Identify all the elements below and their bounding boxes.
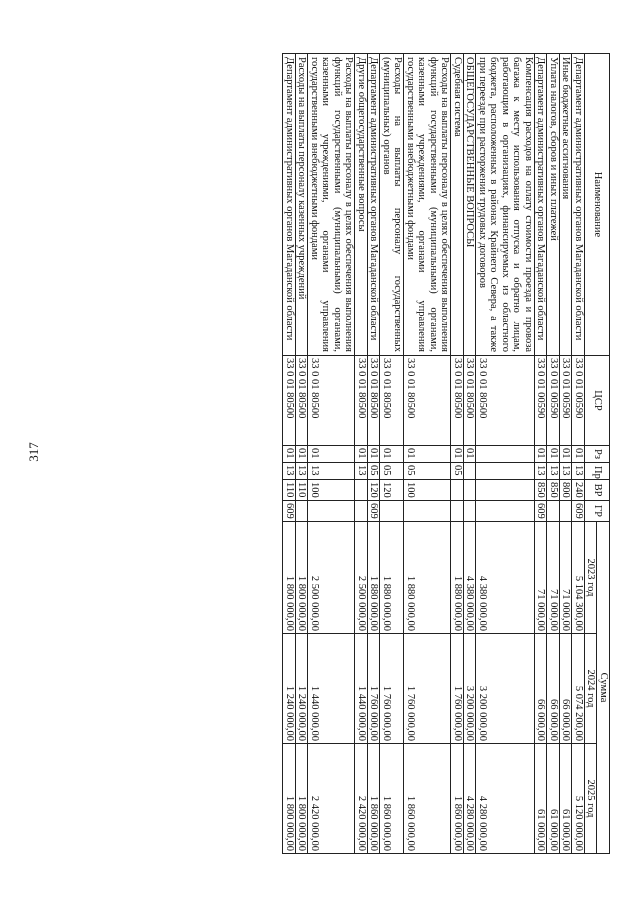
cell-vr: 100 xyxy=(404,480,451,501)
cell-csr: 33 0 01 80500 xyxy=(308,356,355,446)
cell-vr: 120 xyxy=(368,480,381,501)
cell-name: Департамент административных органов Магаданской области xyxy=(535,54,548,356)
cell-name: Уплата налогов, сборов и иных платежей xyxy=(547,54,560,356)
cell-csr: 33 0 01 80500 xyxy=(296,356,309,446)
cell-name: Расходы на выплаты персоналу в целях обеспечения выполнения функций государственными (муниципальными) органами, казенными учреждениями, органами управления государственными внебюджетными фондами xyxy=(308,54,355,356)
cell-name: ОБЩЕГОСУДАРСТВЕННЫЕ ВОПРОСЫ xyxy=(464,54,477,356)
cell-vr xyxy=(476,480,535,501)
table-row xyxy=(547,54,560,854)
cell-csr: 33 0 01 00590 xyxy=(547,356,560,446)
header-2024: 2024 год xyxy=(585,634,598,744)
cell-2023: 71 000,00 xyxy=(547,522,560,634)
header-csr: ЦСР xyxy=(585,356,610,446)
cell-2023: 71 000,00 xyxy=(535,522,548,634)
table-row xyxy=(404,54,451,854)
cell-name: Департамент административных органов Магаданской области xyxy=(572,54,585,356)
cell-csr: 33 0 01 80500 xyxy=(451,356,464,446)
cell-pr: 13 xyxy=(355,463,368,480)
cell-2023: 1 800 000,00 xyxy=(283,522,296,634)
cell-2024: 1 240 000,00 xyxy=(296,634,309,744)
cell-2025: 61 000,00 xyxy=(560,744,573,854)
cell-gr xyxy=(464,501,477,522)
cell-name: Судебная система xyxy=(451,54,464,356)
cell-2024: 1 440 000,00 xyxy=(308,634,355,744)
cell-2024: 5 074 200,00 xyxy=(572,634,585,744)
cell-2025: 2 420 000,00 xyxy=(308,744,355,854)
cell-csr: 33 0 01 80500 xyxy=(368,356,381,446)
header-name: Наименование xyxy=(585,54,610,356)
table-header xyxy=(585,54,610,854)
cell-csr: 33 0 01 80500 xyxy=(476,356,535,446)
cell-rz: 01 xyxy=(380,446,404,463)
table-row xyxy=(308,54,355,854)
cell-vr: 110 xyxy=(296,480,309,501)
cell-vr xyxy=(464,480,477,501)
cell-2024: 1 240 000,00 xyxy=(283,634,296,744)
cell-2023: 1 880 000,00 xyxy=(404,522,451,634)
cell-2023: 1 880 000,00 xyxy=(451,522,464,634)
cell-2025: 1 860 000,00 xyxy=(368,744,381,854)
cell-2023: 2 500 000,00 xyxy=(308,522,355,634)
cell-2023: 5 104 300,00 xyxy=(572,522,585,634)
cell-2023: 71 000,00 xyxy=(560,522,573,634)
table-body xyxy=(283,54,585,854)
cell-vr: 240 xyxy=(572,480,585,501)
cell-gr xyxy=(296,501,309,522)
header-vr: ВР xyxy=(585,480,610,501)
cell-rz: 01 xyxy=(296,446,309,463)
cell-name: Расходы на выплаты персоналу в целях обеспечения выполнения функций государственными (муниципальными) органами, казенными учреждениями, органами управления государственными внебюджетными фондами xyxy=(404,54,451,356)
cell-2023: 4 380 000,00 xyxy=(476,522,535,634)
cell-pr: 05 xyxy=(368,463,381,480)
cell-rz: 01 xyxy=(547,446,560,463)
cell-gr xyxy=(380,501,404,522)
table-row xyxy=(535,54,548,854)
header-sum: Сумма xyxy=(597,522,610,854)
cell-rz: 01 xyxy=(464,446,477,463)
table-row xyxy=(355,54,368,854)
cell-name: Иные бюджетные ассигнования xyxy=(560,54,573,356)
cell-2024: 66 000,00 xyxy=(547,634,560,744)
cell-rz: 01 xyxy=(283,446,296,463)
cell-2023: 1 800 000,00 xyxy=(296,522,309,634)
cell-2025: 61 000,00 xyxy=(547,744,560,854)
table-row xyxy=(283,54,296,854)
table-row xyxy=(296,54,309,854)
cell-pr: 13 xyxy=(296,463,309,480)
cell-gr xyxy=(451,501,464,522)
header-gr: ГР xyxy=(585,501,610,522)
cell-vr xyxy=(451,480,464,501)
cell-pr: 05 xyxy=(404,463,451,480)
cell-vr: 850 xyxy=(547,480,560,501)
cell-csr: 33 0 01 00590 xyxy=(560,356,573,446)
cell-csr: 33 0 01 80500 xyxy=(283,356,296,446)
header-pr: Пр xyxy=(585,463,610,480)
cell-gr: 609 xyxy=(535,501,548,522)
cell-2024: 1 760 000,00 xyxy=(404,634,451,744)
cell-2025: 61 000,00 xyxy=(535,744,548,854)
cell-pr: 13 xyxy=(535,463,548,480)
cell-2025: 1 800 000,00 xyxy=(283,744,296,854)
cell-name: Расходы на выплаты персоналу казенных учреждений xyxy=(296,54,309,356)
cell-pr: 13 xyxy=(572,463,585,480)
table-row xyxy=(380,54,404,854)
cell-pr: 13 xyxy=(283,463,296,480)
cell-rz: 01 xyxy=(308,446,355,463)
cell-csr: 33 0 01 80500 xyxy=(355,356,368,446)
cell-gr: 609 xyxy=(368,501,381,522)
page-number: 317 xyxy=(26,442,41,462)
cell-name: Департамент административных органов Магаданской области xyxy=(368,54,381,356)
cell-2024: 3 200 000,00 xyxy=(476,634,535,744)
cell-name: Расходы на выплаты персоналу государственных (муниципальных) органов xyxy=(380,54,404,356)
cell-2025: 1 860 000,00 xyxy=(404,744,451,854)
cell-pr: 05 xyxy=(451,463,464,480)
table-row xyxy=(451,54,464,854)
cell-vr: 800 xyxy=(560,480,573,501)
cell-2025: 1 860 000,00 xyxy=(380,744,404,854)
table-row xyxy=(476,54,535,854)
cell-gr: 609 xyxy=(283,501,296,522)
table-row xyxy=(464,54,477,854)
cell-2024: 1 760 000,00 xyxy=(451,634,464,744)
cell-rz: 01 xyxy=(560,446,573,463)
cell-2025: 1 860 000,00 xyxy=(451,744,464,854)
header-2025: 2025 год xyxy=(585,744,598,854)
cell-2023: 1 880 000,00 xyxy=(380,522,404,634)
cell-rz: 01 xyxy=(355,446,368,463)
cell-gr xyxy=(547,501,560,522)
cell-gr xyxy=(355,501,368,522)
table-row xyxy=(368,54,381,854)
cell-2025: 4 280 000,00 xyxy=(464,744,477,854)
cell-csr: 33 0 01 80500 xyxy=(380,356,404,446)
cell-2025: 2 420 000,00 xyxy=(355,744,368,854)
header-2023: 2023 год xyxy=(585,522,598,634)
cell-vr xyxy=(355,480,368,501)
rotated-page xyxy=(90,53,610,853)
cell-name: Другие общегосударственные вопросы xyxy=(355,54,368,356)
cell-pr: 13 xyxy=(547,463,560,480)
cell-2023: 1 880 000,00 xyxy=(368,522,381,634)
cell-name: Компенсация расходов на оплату стоимости проезда и провоза багажа к месту использования отпуска и обратно лицам, работающим в организациях, финансируемых из областного бюджета, расположенных в районах Крайнего Севера, а также при переезде при расторжении трудовых договоров xyxy=(476,54,535,356)
cell-2024: 3 200 000,00 xyxy=(464,634,477,744)
budget-table xyxy=(283,53,611,854)
cell-rz: 01 xyxy=(404,446,451,463)
cell-pr xyxy=(476,463,535,480)
cell-2024: 1 760 000,00 xyxy=(368,634,381,744)
cell-2025: 5 120 000,00 xyxy=(572,744,585,854)
cell-csr: 33 0 01 80500 xyxy=(404,356,451,446)
cell-gr xyxy=(476,501,535,522)
cell-vr: 110 xyxy=(283,480,296,501)
cell-rz: 01 xyxy=(535,446,548,463)
table-row xyxy=(560,54,573,854)
cell-rz: 01 xyxy=(451,446,464,463)
cell-pr: 05 xyxy=(380,463,404,480)
cell-vr: 850 xyxy=(535,480,548,501)
cell-gr xyxy=(308,501,355,522)
cell-gr xyxy=(404,501,451,522)
cell-2024: 1 760 000,00 xyxy=(380,634,404,744)
cell-vr: 100 xyxy=(308,480,355,501)
cell-pr: 13 xyxy=(308,463,355,480)
cell-2025: 4 280 000,00 xyxy=(476,744,535,854)
cell-2024: 1 440 000,00 xyxy=(355,634,368,744)
cell-pr: 13 xyxy=(560,463,573,480)
cell-rz: 01 xyxy=(368,446,381,463)
cell-2024: 66 000,00 xyxy=(535,634,548,744)
cell-csr: 33 0 01 00590 xyxy=(572,356,585,446)
cell-csr: 33 0 01 80500 xyxy=(464,356,477,446)
cell-2023: 2 500 000,00 xyxy=(355,522,368,634)
header-rz: Рз xyxy=(585,446,610,463)
cell-name: Департамент административных органов Магаданской области xyxy=(283,54,296,356)
cell-gr: 609 xyxy=(572,501,585,522)
cell-pr xyxy=(464,463,477,480)
cell-gr xyxy=(560,501,573,522)
cell-2024: 66 000,00 xyxy=(560,634,573,744)
table-row xyxy=(572,54,585,854)
cell-csr: 33 0 01 00590 xyxy=(535,356,548,446)
cell-vr: 120 xyxy=(380,480,404,501)
cell-rz: 01 xyxy=(572,446,585,463)
cell-2025: 1 800 000,00 xyxy=(296,744,309,854)
cell-rz xyxy=(476,446,535,463)
cell-2023: 4 380 000,00 xyxy=(464,522,477,634)
